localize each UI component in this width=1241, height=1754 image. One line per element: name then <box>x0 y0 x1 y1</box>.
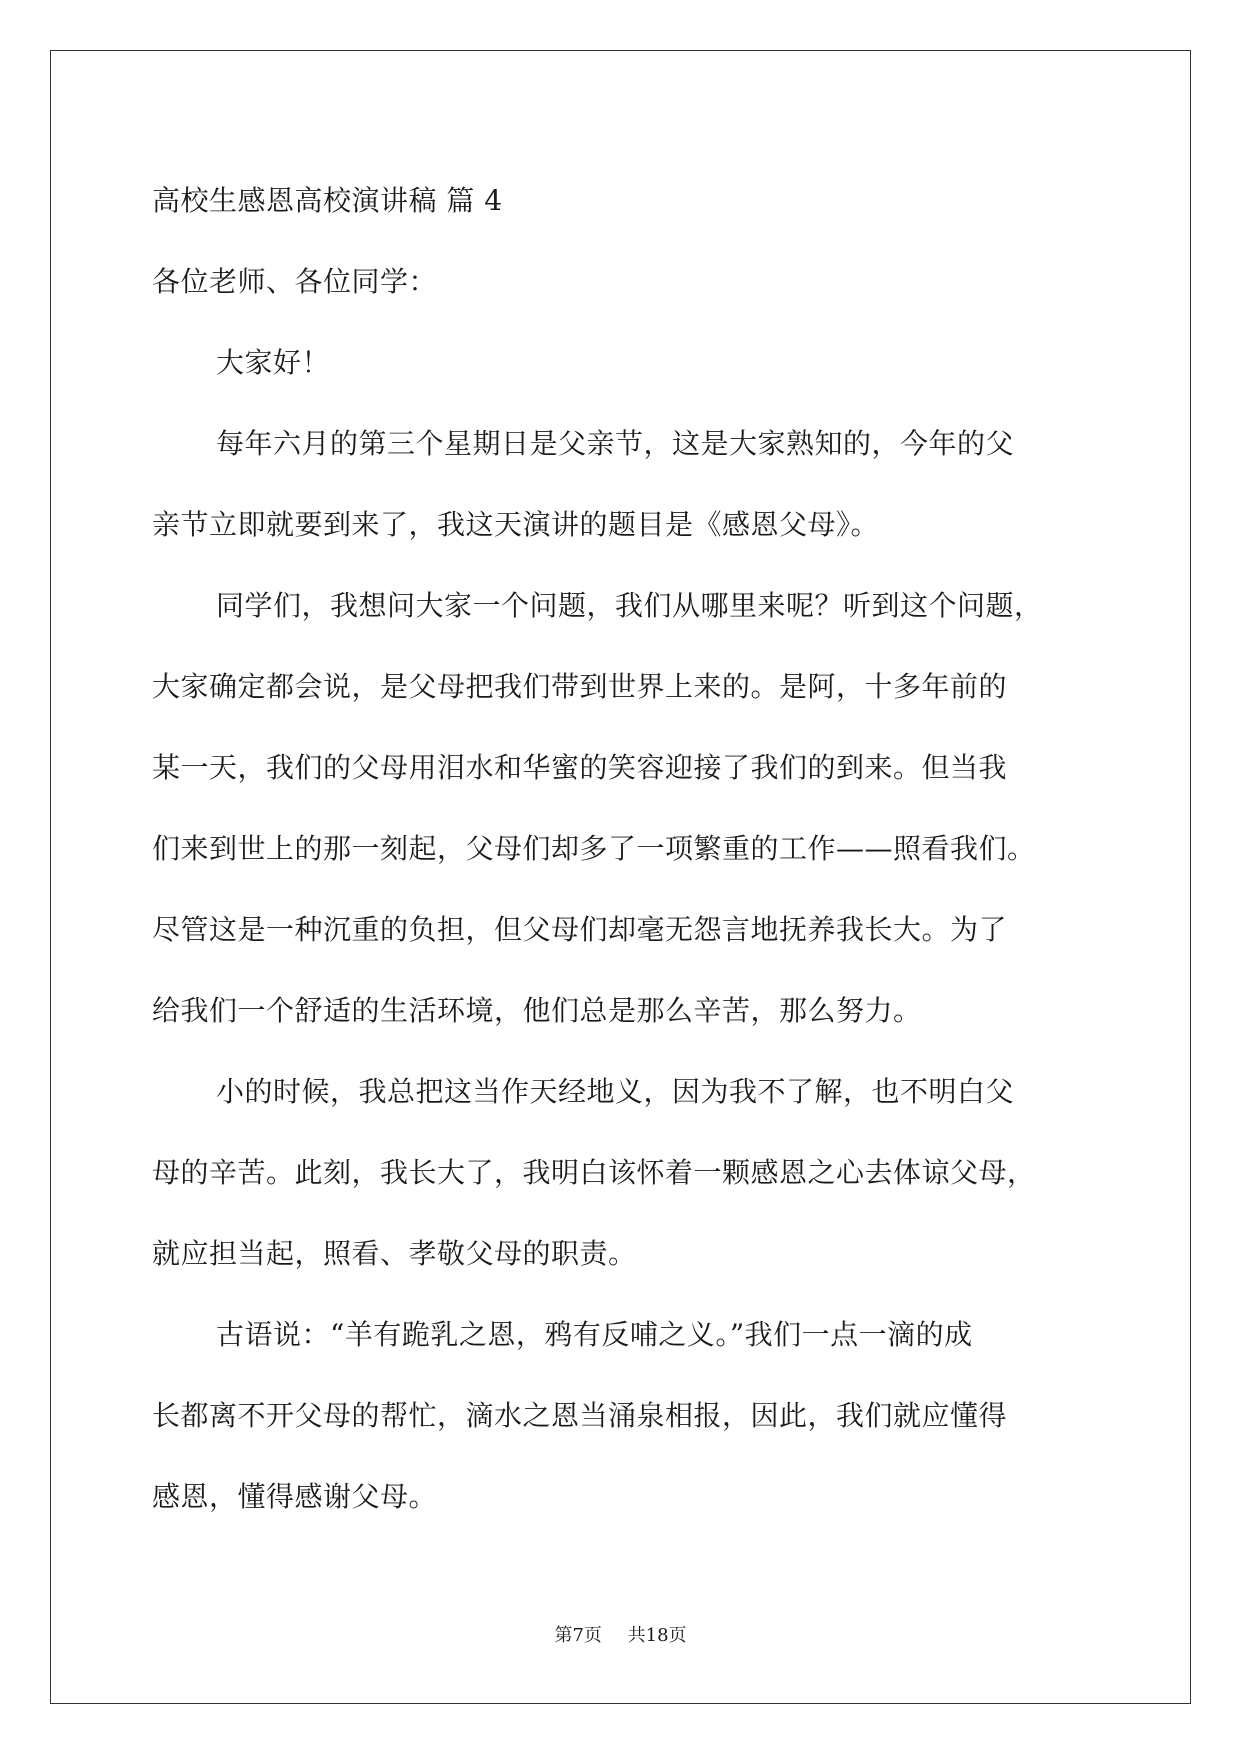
page-footer <box>0 1624 1241 1648</box>
document-title: 高校生感恩高校演讲稿 篇 4 <box>152 184 503 217</box>
greeting-line: 各位老师、各位同学： <box>152 265 438 298</box>
text-line: 长都离不开父母的帮忙，滴水之恩当涌泉相报，因此，我们就应懂得 <box>152 1399 1008 1432</box>
text-line: 大家好！ <box>216 346 331 379</box>
text-line: 就应担当起，照看、孝敬父母的职责。 <box>152 1237 637 1270</box>
paragraph-lines <box>152 322 1097 1537</box>
text-line: 某一天，我们的父母用泪水和华蜜的笑容迎接了我们的到来。但当我 <box>152 751 1008 784</box>
page-total: 共18页 <box>627 1625 687 1646</box>
page-number: 第7页 <box>554 1625 602 1646</box>
text-line: 感恩，懂得感谢父母。 <box>152 1480 438 1513</box>
text-line: 同学们，我想问大家一个问题，我们从哪里来呢？听到这个问题， <box>216 589 1043 622</box>
text-line: 尽管这是一种沉重的负担，但父母们却毫无怨言地抚养我长大。为了 <box>152 913 1008 946</box>
text-line: 大家确定都会说，是父母把我们带到世界上来的。是阿，十多年前的 <box>152 670 1008 703</box>
text-line: 们来到世上的那一刻起，父母们却多了一项繁重的工作——照看我们。 <box>152 832 1036 865</box>
text-line: 给我们一个舒适的生活环境，他们总是那么辛苦，那么努力。 <box>152 994 922 1027</box>
text-line: 小的时候，我总把这当作天经地义，因为我不了解，也不明白父 <box>216 1075 1015 1108</box>
text-line: 古语说：“羊有跪乳之恩，鸦有反哺之义。”我们一点一滴的成 <box>216 1318 973 1351</box>
text-line: 母的辛苦。此刻，我长大了，我明白该怀着一颗感恩之心去体谅父母， <box>152 1156 1036 1189</box>
text-line: 每年六月的第三个星期日是父亲节，这是大家熟知的，今年的父 <box>216 427 1015 460</box>
text-line: 亲节立即就要到来了，我这天演讲的题目是《感恩父母》。 <box>152 508 880 541</box>
document-body <box>152 160 1097 1537</box>
